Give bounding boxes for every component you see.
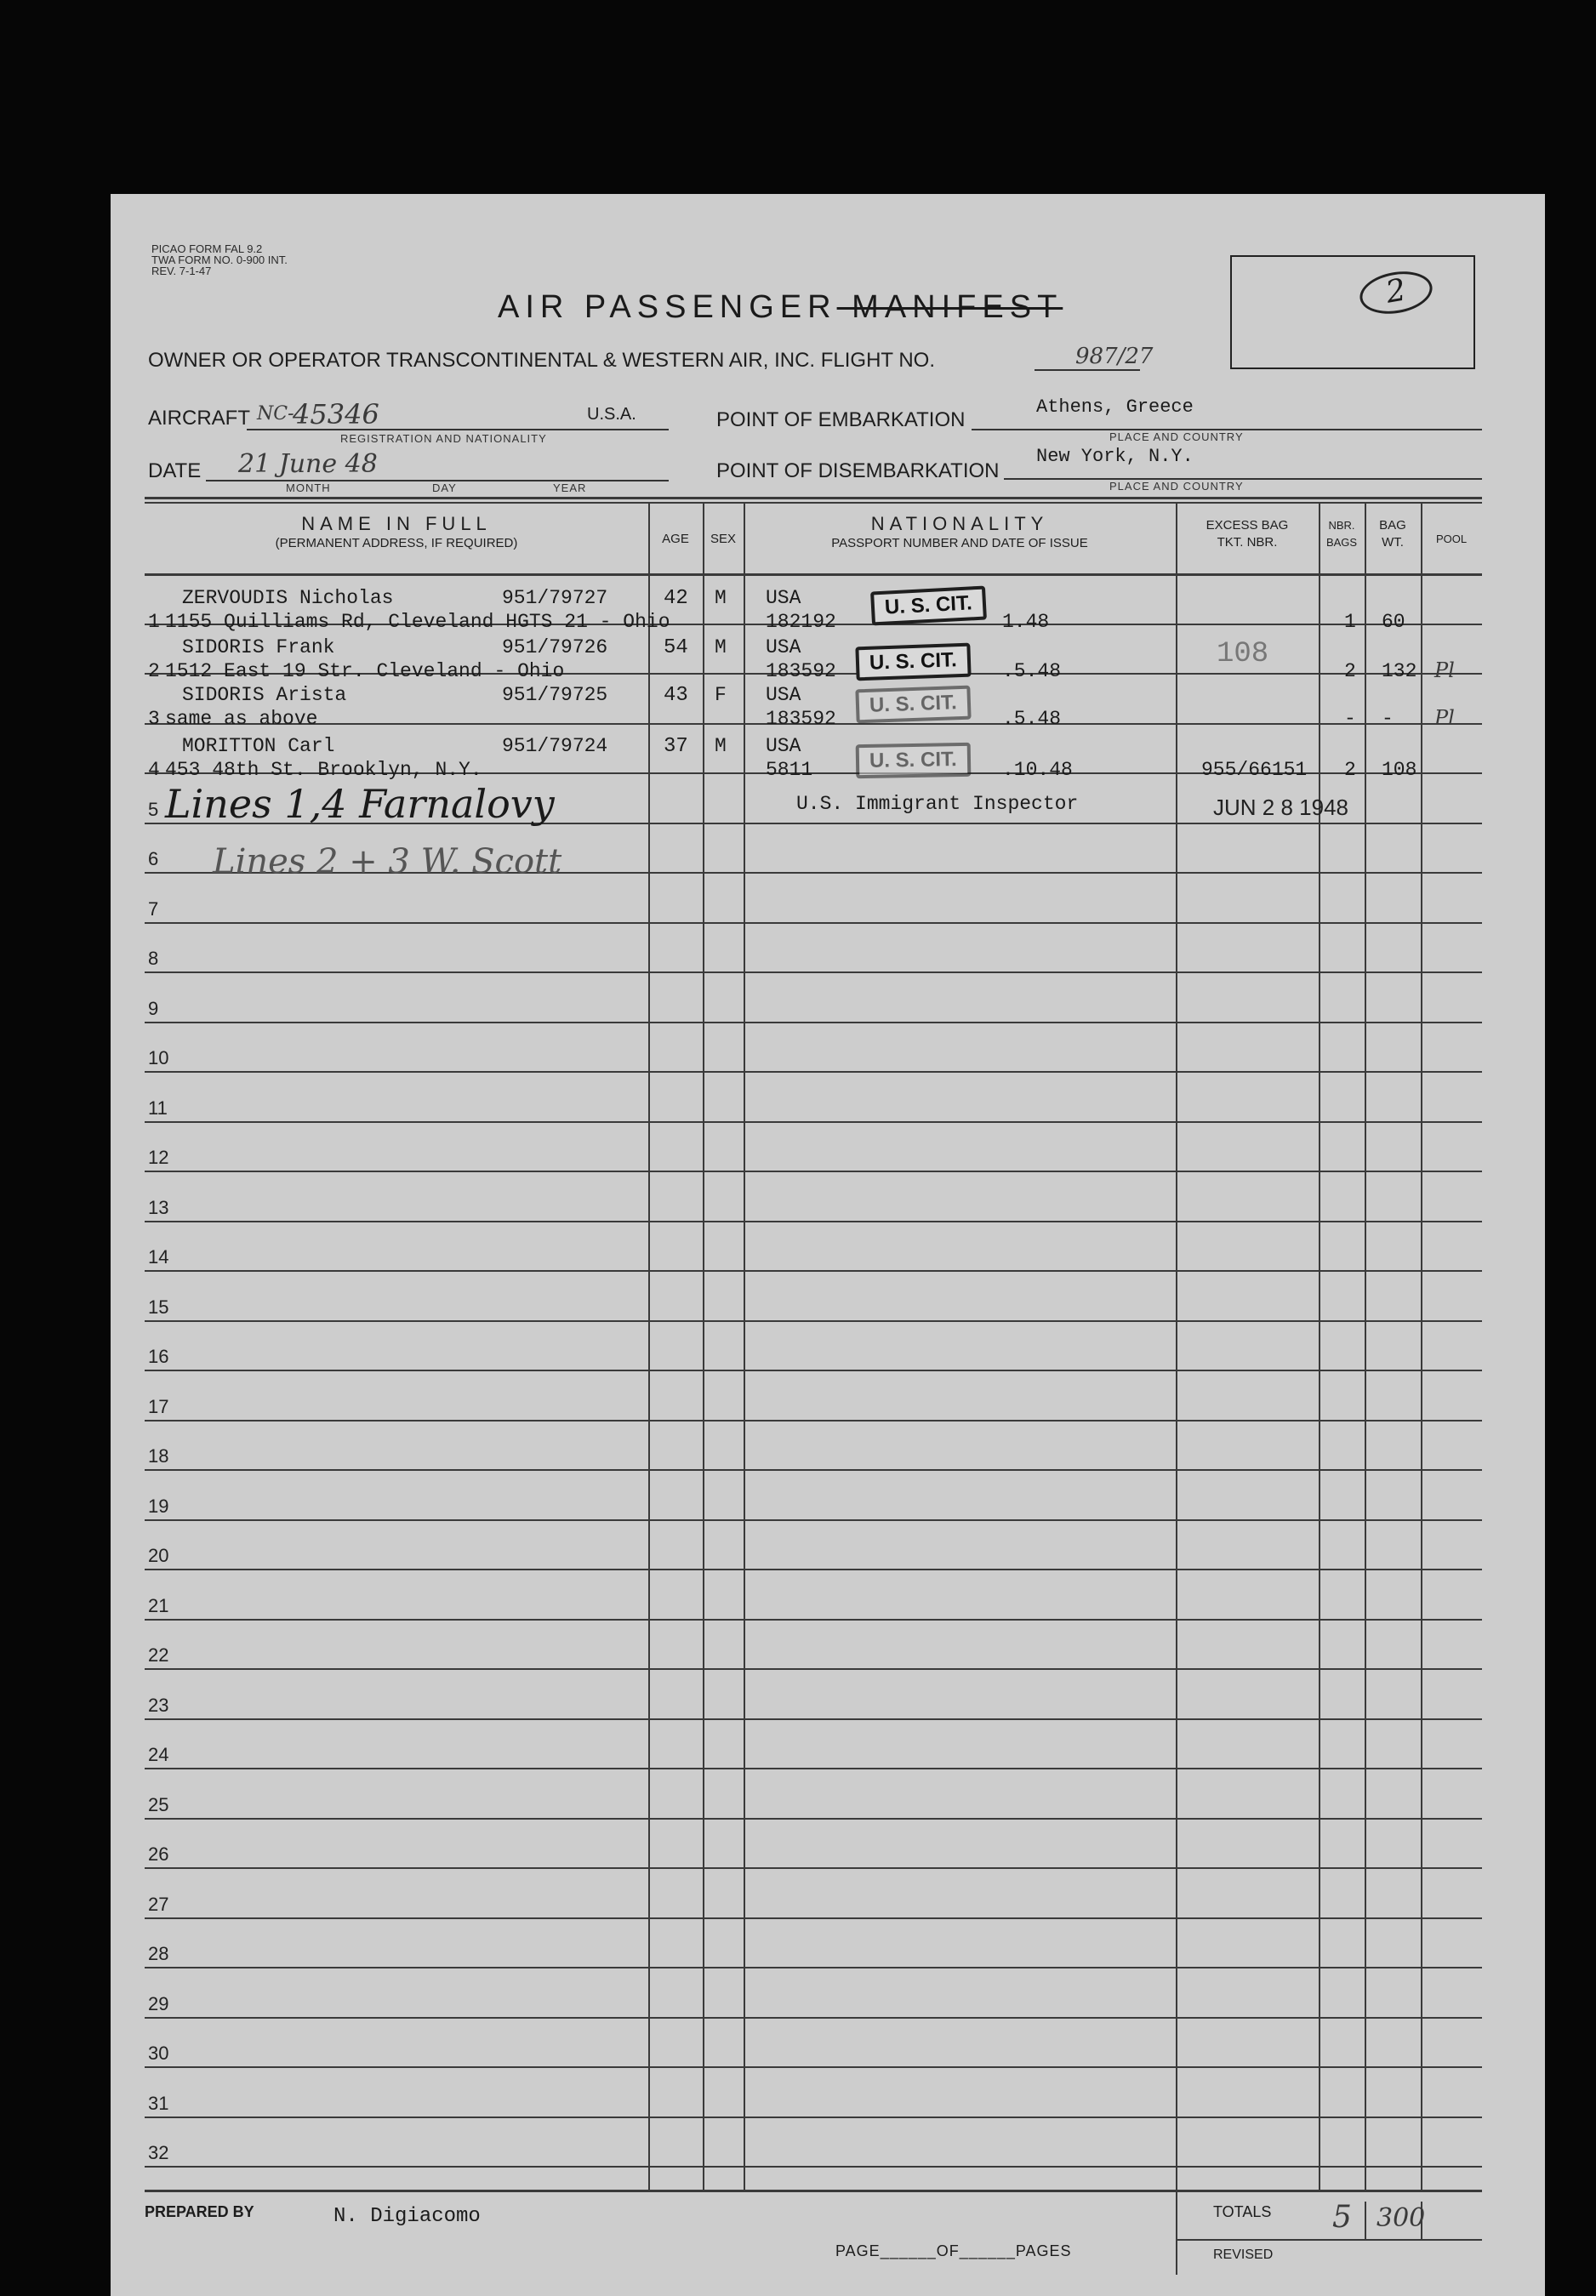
row-rule xyxy=(145,2117,1482,2118)
page-of-pages: PAGE______OF______PAGES xyxy=(835,2242,1072,2259)
column-divider xyxy=(1365,502,1366,2190)
embarkation-value: Athens, Greece xyxy=(1036,396,1194,418)
row-number: 3 xyxy=(148,708,160,730)
row-rule xyxy=(145,1619,1482,1621)
passport-number: 183592 xyxy=(766,660,836,682)
column-header-excess xyxy=(1176,517,1319,551)
inspector-annotation: Lines 1,4 Farnalovy xyxy=(165,781,555,827)
row-rule xyxy=(145,1519,1482,1521)
pages-label: PAGES xyxy=(1015,2242,1072,2259)
table-top-rule xyxy=(145,497,1482,499)
ticket-number: 951/79727 xyxy=(502,587,608,609)
passenger-sex: F xyxy=(715,684,727,706)
flight-underline xyxy=(1035,369,1140,371)
row-number: 13 xyxy=(148,1196,169,1218)
row-rule xyxy=(145,1967,1482,1968)
passenger-address: same as above xyxy=(165,708,318,730)
date-label: DATE xyxy=(148,459,202,482)
row-rule xyxy=(145,1370,1482,1371)
row-rule xyxy=(145,971,1482,973)
column-header-bags xyxy=(1319,517,1365,551)
row-rule xyxy=(145,1668,1482,1670)
column-title: BAG xyxy=(1379,518,1406,533)
excess-bag-ticket: 108 xyxy=(1217,638,1269,670)
row-rule xyxy=(145,1718,1482,1720)
row-number: 32 xyxy=(148,2142,169,2163)
pool-mark: Pl xyxy=(1434,706,1455,730)
row-number: 5 xyxy=(148,798,159,820)
row-number: 23 xyxy=(148,1694,169,1716)
passport-issue-date: 1.48 xyxy=(1002,611,1050,633)
table-header-rule xyxy=(145,573,1482,576)
table-top-rule xyxy=(145,502,1482,504)
ticket-number: 951/79725 xyxy=(502,684,608,706)
row-rule xyxy=(145,922,1482,924)
page-label: PAGE xyxy=(835,2242,881,2259)
date-caption-day: DAY xyxy=(432,481,457,494)
row-number: 16 xyxy=(148,1346,169,1367)
passenger-address: 1155 Quilliams Rd, Cleveland HGTS 21 - Ohio xyxy=(165,611,670,633)
flight-number: 987/27 xyxy=(1075,344,1154,369)
total-bags: 5 xyxy=(1332,2200,1352,2235)
passenger-name: SIDORIS Frank xyxy=(182,636,335,658)
date-value: 21 June 48 xyxy=(238,449,378,479)
title-struck-text: MANIFEST xyxy=(836,289,1063,325)
row-rule xyxy=(145,1768,1482,1769)
bag-count: 1 xyxy=(1344,611,1356,633)
row-number: 31 xyxy=(148,2092,169,2114)
passenger-nationality: USA xyxy=(766,587,801,609)
of-label: OF xyxy=(936,2242,960,2259)
column-header-weight xyxy=(1365,517,1421,551)
row-number: 9 xyxy=(148,997,159,1019)
row-number: 4 xyxy=(148,759,160,781)
column-header-age: AGE xyxy=(662,532,689,546)
row-number: 10 xyxy=(148,1047,169,1068)
row-number: 26 xyxy=(148,1843,169,1865)
passenger-name: ZERVOUDIS Nicholas xyxy=(182,587,394,609)
total-weight: 300 xyxy=(1377,2203,1426,2233)
date-caption-year: YEAR xyxy=(553,481,587,494)
column-divider xyxy=(1319,502,1320,2190)
row-rule xyxy=(145,2166,1482,2168)
aircraft-prefix: NC- xyxy=(257,403,294,424)
embarkation-caption: PLACE AND COUNTRY xyxy=(1109,430,1244,443)
passport-issue-date: .5.48 xyxy=(1002,708,1062,730)
revised-label: REVISED xyxy=(1213,2248,1274,2262)
row-number: 21 xyxy=(148,1594,169,1616)
passenger-age: 42 xyxy=(664,587,688,610)
passenger-age: 43 xyxy=(664,684,688,707)
row-number: 27 xyxy=(148,1893,169,1915)
row-number: 11 xyxy=(148,1097,168,1119)
excess-bag-ticket: 955/66151 xyxy=(1201,759,1308,781)
row-number: 7 xyxy=(148,897,159,920)
row-number: 17 xyxy=(148,1395,169,1417)
date-caption-month: MONTH xyxy=(286,481,331,494)
row-rule xyxy=(145,1569,1482,1570)
row-rule xyxy=(145,1420,1482,1421)
us-citizen-stamp: U. S. CIT. xyxy=(856,743,971,778)
row-rule xyxy=(145,1867,1482,1869)
bag-weight: - xyxy=(1382,708,1394,730)
column-subtitle: (PERMANENT ADDRESS, IF REQUIRED) xyxy=(275,536,518,550)
prepared-by-value: N. Digiacomo xyxy=(333,2205,481,2228)
row-rule xyxy=(145,1818,1482,1820)
passport-issue-date: .5.48 xyxy=(1002,660,1062,682)
row-number: 19 xyxy=(148,1495,169,1517)
row-rule xyxy=(145,1469,1482,1471)
passenger-sex: M xyxy=(715,636,727,658)
row-number: 29 xyxy=(148,1992,169,2014)
document-title xyxy=(498,289,1063,326)
totals-label: TOTALS xyxy=(1213,2203,1272,2220)
column-title: EXCESS BAG xyxy=(1206,518,1289,533)
passport-number: 183592 xyxy=(766,708,836,730)
column-subtitle: TKT. NBR. xyxy=(1217,535,1278,550)
aircraft-caption: REGISTRATION AND NATIONALITY xyxy=(340,432,547,445)
row-rule xyxy=(145,1917,1482,1919)
passenger-sex: M xyxy=(715,587,727,609)
form-id-line: TWA FORM NO. 0-900 INT. xyxy=(151,254,288,266)
table-bottom-rule xyxy=(145,2190,1482,2192)
row-rule xyxy=(145,1022,1482,1023)
page-number-mark: 2 xyxy=(1356,266,1435,319)
row-number: 6 xyxy=(148,848,159,869)
bag-count: 2 xyxy=(1344,660,1356,682)
aircraft-label: AIRCRAFT xyxy=(148,407,250,430)
passenger-name: SIDORIS Arista xyxy=(182,684,347,706)
manifest-sheet xyxy=(111,194,1545,2296)
aircraft-underline xyxy=(247,429,669,430)
row-rule xyxy=(145,1171,1482,1172)
passenger-name: MORITTON Carl xyxy=(182,735,335,757)
passenger-nationality: USA xyxy=(766,735,801,757)
row-rule xyxy=(145,1320,1482,1322)
row-rule xyxy=(145,1121,1482,1123)
disembarkation-caption: PLACE AND COUNTRY xyxy=(1109,480,1244,493)
column-divider xyxy=(703,502,704,2190)
bag-weight: 60 xyxy=(1382,611,1405,633)
bag-count: 2 xyxy=(1344,759,1356,781)
column-header-name xyxy=(145,513,648,552)
column-subtitle: WT. xyxy=(1382,535,1404,550)
passport-issue-date: .10.48 xyxy=(1002,759,1073,781)
row-number: 14 xyxy=(148,1246,169,1268)
disembarkation-value: New York, N.Y. xyxy=(1036,446,1194,467)
bag-weight: 132 xyxy=(1382,660,1417,682)
form-id-line: REV. 7-1-47 xyxy=(151,265,212,277)
footer-divider xyxy=(1365,2202,1366,2239)
row-number: 24 xyxy=(148,1744,169,1765)
column-header-nationality xyxy=(744,513,1176,552)
us-citizen-stamp: U. S. CIT. xyxy=(855,643,971,681)
pool-mark: Pl xyxy=(1434,658,1455,682)
row-number: 12 xyxy=(148,1147,169,1168)
passenger-sex: M xyxy=(715,735,727,757)
embarkation-label: POINT OF EMBARKATION xyxy=(716,408,966,431)
column-title: NATIONALITY xyxy=(870,513,1049,534)
disembarkation-label: POINT OF DISEMBARKATION xyxy=(716,459,1000,482)
row-number: 1 xyxy=(148,611,160,633)
column-divider xyxy=(744,502,745,2190)
bag-weight: 108 xyxy=(1382,759,1417,781)
column-subtitle: BAGS xyxy=(1325,536,1358,549)
bag-count: - xyxy=(1344,708,1356,730)
passport-number: 5811 xyxy=(766,759,813,781)
ticket-number: 951/79726 xyxy=(502,636,608,658)
row-number: 30 xyxy=(148,2042,169,2064)
inspector-annotation: Lines 2 + 3 W. Scott xyxy=(213,842,562,881)
column-title: NAME IN FULL xyxy=(301,513,492,534)
form-identifier xyxy=(151,243,288,276)
us-citizen-stamp: U. S. CIT. xyxy=(855,686,971,724)
row-number: 18 xyxy=(148,1445,169,1467)
inspection-date-stamp: JUN 2 8 1948 xyxy=(1213,795,1348,820)
column-title: NBR. xyxy=(1328,519,1355,532)
footer-rule xyxy=(1176,2239,1482,2241)
aircraft-nationality: U.S.A. xyxy=(587,405,636,424)
us-citizen-stamp: U. S. CIT. xyxy=(870,586,987,626)
passenger-age: 37 xyxy=(664,735,688,758)
column-divider xyxy=(648,502,650,2190)
passenger-address: 1512 East 19 Str. Cleveland - Ohio xyxy=(165,660,565,682)
column-divider xyxy=(1176,502,1177,2190)
form-id-line: PICAO FORM FAL 9.2 xyxy=(151,242,263,255)
prepared-by-label: PREPARED BY xyxy=(145,2203,254,2220)
passport-number: 182192 xyxy=(766,611,836,633)
row-number: 25 xyxy=(148,1793,169,1815)
column-subtitle: PASSPORT NUMBER AND DATE OF ISSUE xyxy=(831,536,1088,550)
row-number: 15 xyxy=(148,1296,169,1318)
title-text: AIR PASSENGER xyxy=(498,289,837,325)
ticket-number: 951/79724 xyxy=(502,735,608,757)
row-number: 28 xyxy=(148,1943,169,1964)
column-header-pool: POOL xyxy=(1435,533,1468,545)
row-number: 22 xyxy=(148,1644,169,1666)
passenger-nationality: USA xyxy=(766,636,801,658)
row-number: 8 xyxy=(148,948,159,969)
aircraft-registration: 45346 xyxy=(293,398,379,430)
passenger-address: 453 48th St. Brooklyn, N.Y. xyxy=(165,759,482,781)
inspector-title: U.S. Immigrant Inspector xyxy=(796,793,1079,815)
row-number: 20 xyxy=(148,1545,169,1566)
row-rule xyxy=(145,2066,1482,2068)
row-rule xyxy=(145,1270,1482,1272)
row-rule xyxy=(145,1071,1482,1073)
owner-label: OWNER OR OPERATOR TRANSCONTINENTAL & WESTERN AIR, INC. FLIGHT NO. xyxy=(148,349,935,372)
row-rule xyxy=(145,1221,1482,1222)
column-divider xyxy=(1421,502,1422,2190)
passenger-nationality: USA xyxy=(766,684,801,706)
footer-divider xyxy=(1176,2190,1177,2275)
passenger-age: 54 xyxy=(664,636,688,659)
column-header-sex: SEX xyxy=(710,532,736,546)
row-number: 2 xyxy=(148,660,160,682)
row-rule xyxy=(145,2017,1482,2019)
page-number-box xyxy=(1230,255,1475,369)
